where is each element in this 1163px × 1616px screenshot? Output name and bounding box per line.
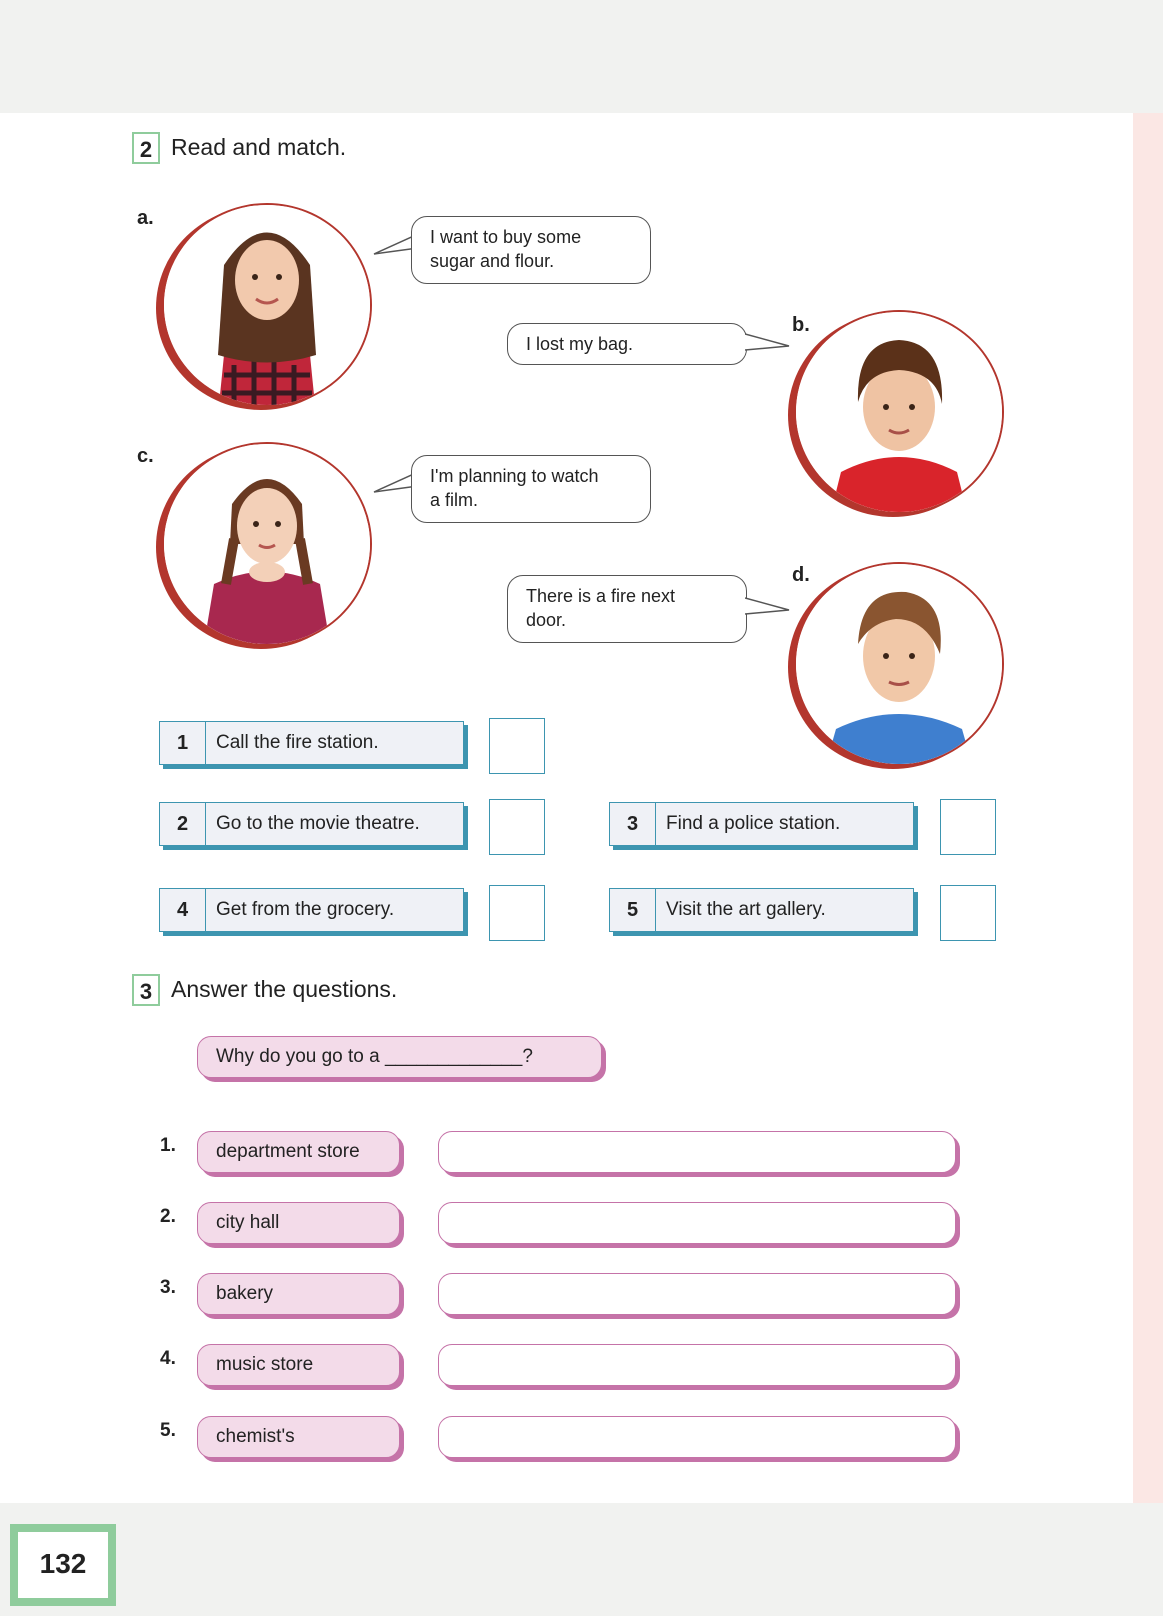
option-number: 1: [160, 722, 206, 764]
option-number: 3: [610, 803, 656, 845]
girl-long-hair-illustration: [164, 205, 370, 405]
speech-a-line2: sugar and flour.: [430, 251, 555, 271]
page-edge-band: [1133, 113, 1163, 1503]
place-label-5: chemist's: [197, 1416, 400, 1458]
option-text: Go to the movie theatre.: [216, 813, 420, 834]
place-label-3: bakery: [197, 1273, 400, 1315]
answer-box-3[interactable]: [940, 799, 996, 855]
answer-box-5[interactable]: [940, 885, 996, 941]
speech-bubble-b: [507, 323, 747, 365]
answer-field-3[interactable]: [438, 1273, 956, 1315]
option-text: Find a police station.: [666, 813, 841, 834]
speech-d-line1: There is a fire next: [526, 586, 676, 606]
question-number-4: 4.: [160, 1348, 176, 1369]
match-option-5: [609, 888, 914, 932]
answer-box-2[interactable]: [489, 799, 545, 855]
exercise-2-number: 2: [132, 132, 160, 164]
page-number: 132: [10, 1524, 116, 1606]
question-number-5: 5.: [160, 1420, 176, 1441]
question-number-3: 3.: [160, 1277, 176, 1298]
place-label-2: city hall: [197, 1202, 400, 1244]
speech-bubble-d: [507, 575, 747, 643]
person-b-photo: [794, 310, 1004, 514]
answer-field-4[interactable]: [438, 1344, 956, 1386]
answer-field-5[interactable]: [438, 1416, 956, 1458]
speech-tail-b: [745, 330, 791, 356]
place-label-1: department store: [197, 1131, 400, 1173]
option-number: 2: [160, 803, 206, 845]
match-option-3: [609, 802, 914, 846]
answer-field-1[interactable]: [438, 1131, 956, 1173]
question-number-1: 1.: [160, 1135, 176, 1156]
speech-a-line1: I want to buy some: [430, 227, 582, 247]
speech-bubble-a: [411, 216, 651, 284]
answer-box-1[interactable]: [489, 718, 545, 774]
answer-box-4[interactable]: [489, 885, 545, 941]
person-c-label: c.: [137, 445, 154, 467]
person-b-label: b.: [792, 314, 810, 336]
person-a-label: a.: [137, 207, 154, 229]
option-number: 4: [160, 889, 206, 931]
speech-tail-d: [745, 594, 791, 620]
speech-bubble-c: [411, 455, 651, 523]
exercise-3-title: Answer the questions.: [171, 976, 398, 1002]
person-d-label: d.: [792, 564, 810, 586]
option-text: Get from the grocery.: [216, 899, 395, 920]
match-option-4: [159, 888, 464, 932]
option-number: 5: [610, 889, 656, 931]
option-text: Visit the art gallery.: [666, 899, 826, 920]
person-a-photo: [162, 203, 372, 407]
place-label-4: music store: [197, 1344, 400, 1386]
speech-b-line1: I lost my bag.: [526, 334, 634, 354]
person-c-photo: [162, 442, 372, 646]
speech-c-line1: I'm planning to watch: [430, 466, 599, 486]
match-option-2: [159, 802, 464, 846]
person-d-photo: [794, 562, 1004, 766]
girl-braids-illustration: [164, 444, 370, 644]
question-prompt: Why do you go to a _____________?: [197, 1036, 602, 1078]
exercise-2-title: Read and match.: [171, 134, 347, 160]
boy-red-shirt-illustration: [796, 312, 1002, 512]
answer-field-2[interactable]: [438, 1202, 956, 1244]
option-text: Call the fire station.: [216, 732, 379, 753]
question-number-2: 2.: [160, 1206, 176, 1227]
speech-d-line2: door.: [526, 610, 567, 630]
match-option-1: [159, 721, 464, 765]
teen-blue-shirt-illustration: [796, 564, 1002, 764]
exercise-3-number: 3: [132, 974, 160, 1006]
speech-c-line2: a film.: [430, 490, 479, 510]
